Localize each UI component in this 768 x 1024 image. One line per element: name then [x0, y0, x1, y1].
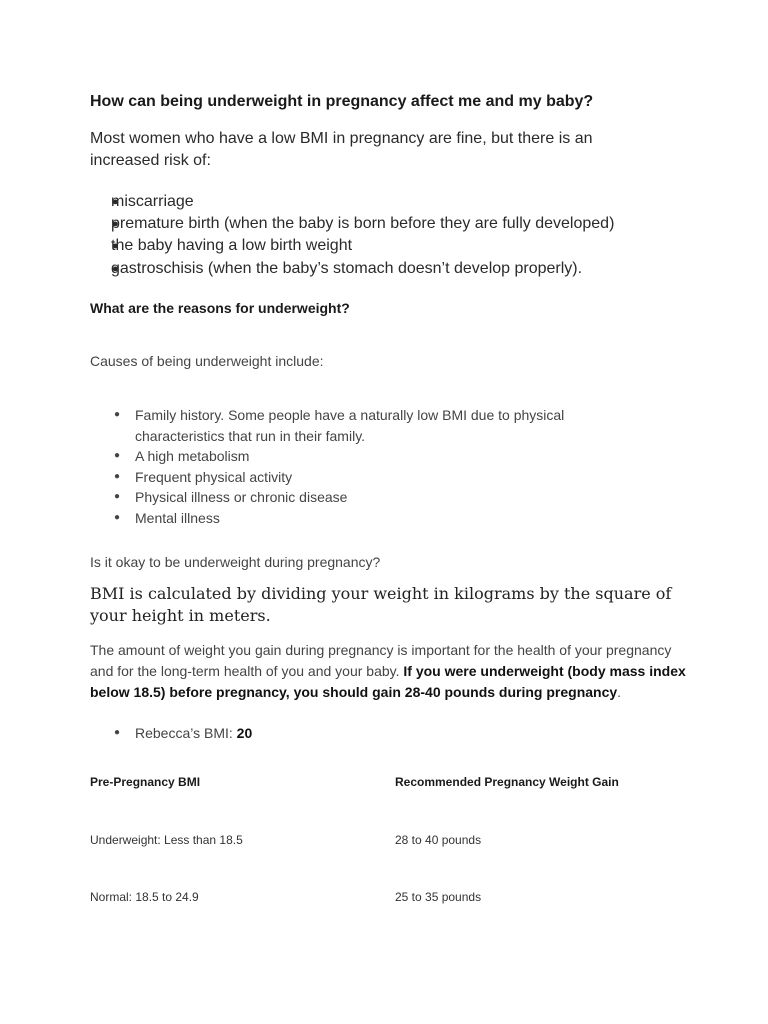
paragraph-text: The amount of weight you gain during pregnancy is important for the health of your pregnancy and for the long-term health of you and your baby.	[90, 642, 672, 679]
paragraph-end: .	[617, 684, 622, 700]
table-header-bmi: Pre-Pregnancy BMI	[90, 775, 201, 789]
risk-list	[90, 191, 614, 280]
intro-paragraph: Most women who have a low BMI in pregnancy are fine, but there is an increased risk of:	[90, 130, 593, 169]
causes-intro: Causes of being underweight include:	[90, 353, 324, 369]
list-item: ● A high metabolism	[114, 446, 634, 467]
rebecca-bmi-value: 20	[236, 725, 253, 741]
rebecca-bmi-label: Rebecca’s BMI:	[135, 725, 237, 741]
rebecca-list	[114, 723, 252, 743]
list-item	[114, 723, 252, 743]
table-header-gain: Recommended Pregnancy Weight Gain	[395, 775, 619, 789]
weight-gain-paragraph	[90, 640, 690, 703]
table-cell: Normal: 18.5 to 24.9	[90, 890, 199, 904]
list-item: ● gastroschisis (when the baby’s stomach doesn’t develop properly).	[90, 258, 614, 280]
list-item: ● Frequent physical activity	[114, 467, 634, 488]
bmi-definition: BMI is calculated by dividing your weight in kilograms by the square of your height in meters.	[90, 584, 672, 625]
table-cell: 25 to 35 pounds	[395, 890, 482, 904]
list-item: ● the baby having a low birth weight	[90, 235, 614, 257]
list-item: ● miscarriage	[90, 191, 614, 213]
table-cell: Underweight: Less than 18.5	[90, 833, 243, 847]
heading-underweight-effects: How can being underweight in pregnancy affect me and my baby?	[90, 93, 594, 110]
causes-list	[114, 405, 634, 529]
list-item: ● Family history. Some people have a naturally low BMI due to physical characteristics that run in their family.	[114, 405, 634, 446]
heading-reasons: What are the reasons for underweight?	[90, 300, 350, 316]
table-cell: 28 to 40 pounds	[395, 833, 482, 847]
question-text: Is it okay to be underweight during pregnancy?	[90, 554, 381, 570]
list-item: ● Physical illness or chronic disease	[114, 487, 634, 508]
list-item: ● premature birth (when the baby is born before they are fully developed)	[90, 213, 614, 235]
list-item: ● Mental illness	[114, 508, 634, 529]
paragraph-emphasis: If you were underweight (body mass index below 18.5) before pregnancy, you should gain 28-40 pounds during pregnancy	[90, 663, 686, 700]
